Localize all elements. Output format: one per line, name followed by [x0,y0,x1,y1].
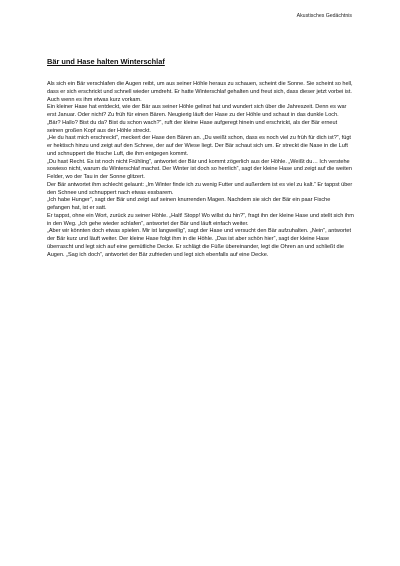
story-title: Bär und Hase halten Winterschlaf [47,57,165,66]
paragraph-9: „Aber wir könnten doch etwas spielen. Mir ist langweilig“, sagt der Hase und versucht den Bär aufzuhalten. „Nein“, antwortet der Bär kurz und läuft weiter. Der kleine Hase folgt ihm in die Höhle. „Das ist aber schön hier“, sagt der kleine Hase überrascht und legt sich auf eine gemütliche Decke. Er schlägt die Füße übereinander, legt die Ohren an und schließt die Augen. „Sag ich doch“, antwortet der Bär zufrieden und legt sich ebenfalls auf eine Decke. [47,228,351,258]
running-header: Akustisches Gedächtnis [296,13,352,19]
paragraph-3: „Bär? Hallo? Bist du da? Bist du schon wach?“, ruft der kleine Hase aufgeregt hinein und erschrickt, als der Bär erneut seinen großen Kopf aus der Höhle streckt. [47,119,338,134]
paragraph-4: „He du hast mich erschreckt“, meckert der Hase den Bären an. „Du weißt schon, dass es noch viel zu früh für dich ist?“, fügt er hektisch hinzu und zeigt auf den Schnee, der auf der Wiese liegt. Der Bär schaut sich um. Er streckt die Nase in die Luft und schnuppert die frische Luft, die ihm entgegen kommt. [47,135,351,157]
paragraph-5: „Du hast Recht. Es ist noch nicht Frühling“, antwortet der Bär und kommt zögerlich aus der Höhle. „Weißt du… Ich verstehe sowieso nicht, warum du Winterschlaf machst. Der Winter ist doch so herrlich“, sagt der kleine Hase und zeigt auf die weiten Felder, wo der Tau in der Sonne glitzert. [47,158,352,180]
paragraph-8: Er tappst, ohne ein Wort, zurück zu seiner Höhle. „Halt! Stopp! Wo willst du hin?“, fragt ihn der kleine Hase und stellt sich ihm in den Weg. „Ich gehe wieder schlafen“, antwortet der Bär und läuft einfach weiter. [47,212,354,227]
paragraph-6: Der Bär antwortet ihm schlecht gelaunt: „Im Winter finde ich zu wenig Futter und außerdem ist es viel zu kalt.“ Er tappst über den Schnee und schnuppert nach etwas essbarem. [47,181,353,196]
paragraph-2: Ein kleiner Hase hat entdeckt, wie der Bär aus seiner Höhle gelinst hat und wundert sich über die Jahreszeit. Denn es war erst Januar. Oder nicht? Zu früh für einen Bären. Neugierig läuft der Hase zu der Höhle und schaut in das dunkle Loch. [47,104,347,118]
story-body [47,81,355,259]
paragraph-1: Als sich ein Bär verschlafen die Augen reibt, um aus seiner Höhle heraus zu schauen, scheint die Sonne. Sie scheint so hell, dass er sich erschrickt und schnell wieder umdreht. Er hatte Winterschlaf gehalten und freut sich, dass dieser jetzt vorbei ist. Auch wenn es ihm etwas kurz vorkam. [47,81,353,103]
paragraph-7: „Ich habe Hunger“, sagt der Bär und zeigt auf seinen knurrenden Magen. Nachdem sie sich der Bär ein paar Fische gefangen hat, ist er satt. [47,197,331,211]
